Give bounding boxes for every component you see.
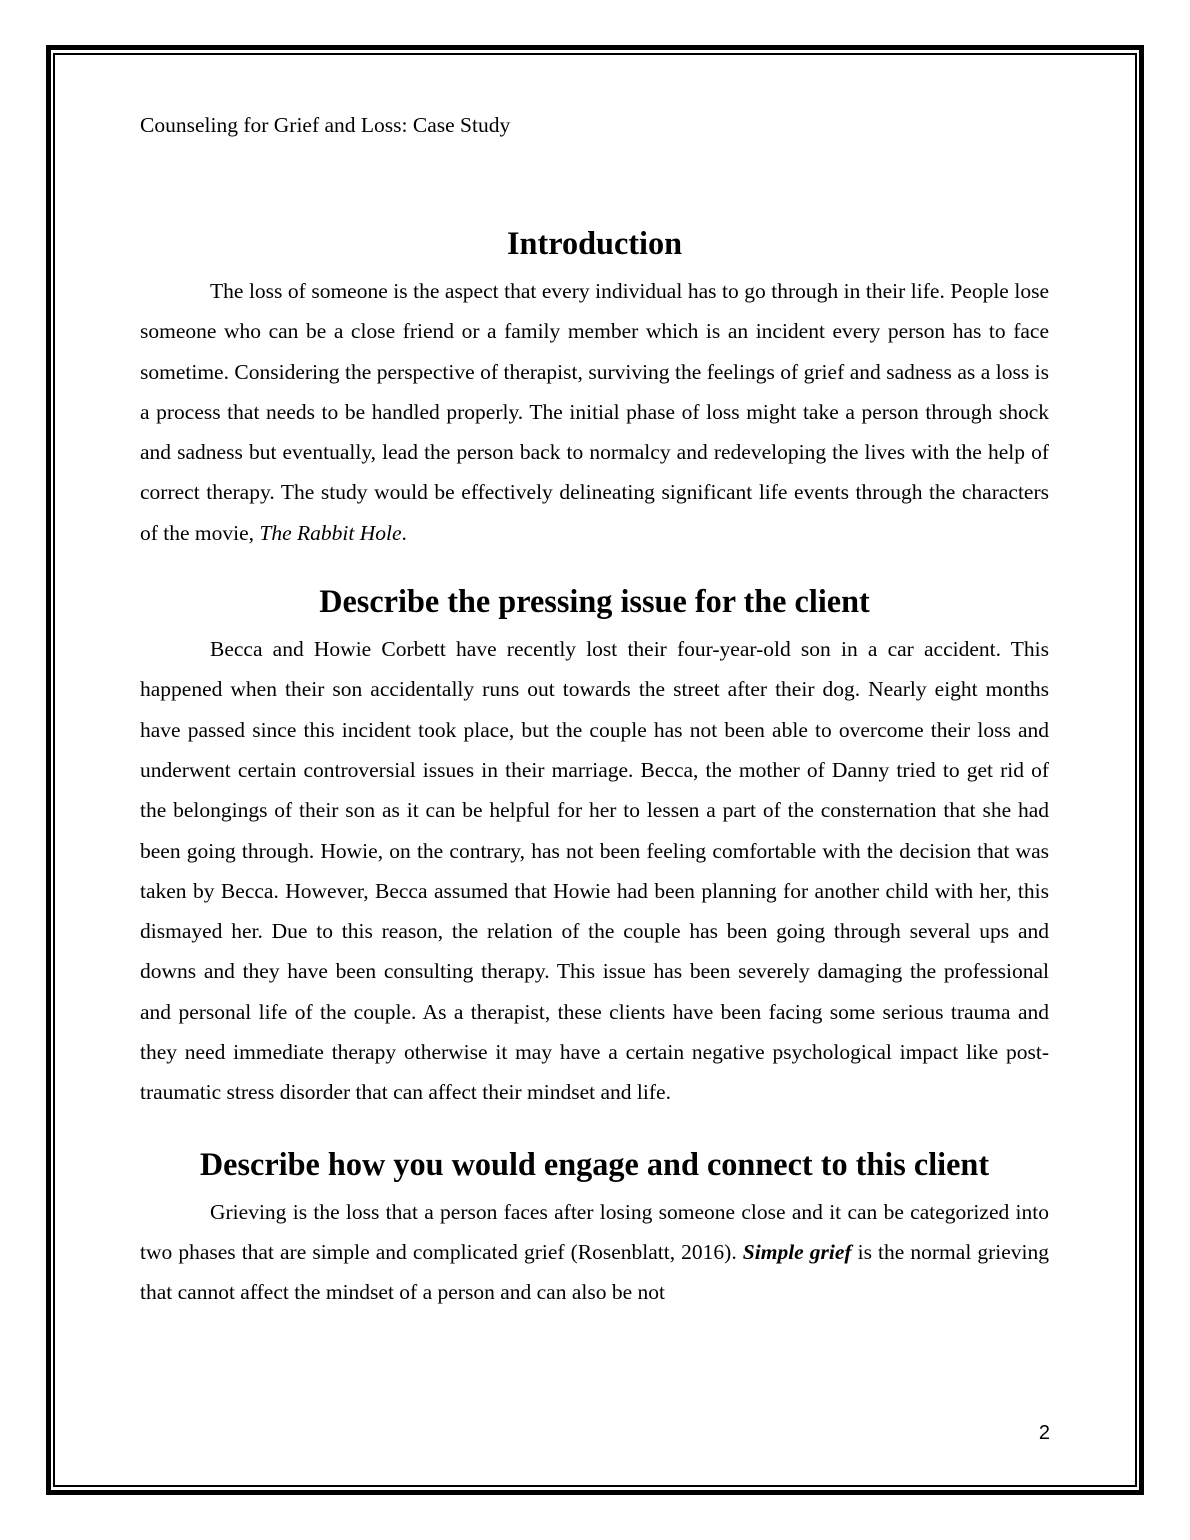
introduction-paragraph [140, 271, 1049, 553]
section-heading-engage-connect: Describe how you would engage and connect to this client [199, 1145, 990, 1182]
section-introduction [140, 227, 1049, 553]
engage-text-end: is the normal grieving that cannot affect the mindset of a person and can also be not [140, 1239, 1050, 1305]
section-engage-connect [140, 1145, 1050, 1313]
pressing-issue-paragraph: Becca and Howie Corbett have recently lost their four-year-old son in a car accident. This happened when their son accidentally runs out towards the street after their dog. Nearly eight months have passed since this incident took place, but the couple has not been able to overcome their loss and underwent certain controversial issues in their marriage. Becca, the mother of Danny tried to get rid of the belongings of their son as it can be helpful for her to lessen a part of the consternation that she had been going through. Howie, on the contrary, has not been feeling comfortable with the decision that was taken by Becca. However, Becca assumed that Howie had been planning for another child with her, this dismayed her. Due to this reason, the relation of the couple has been going through several ups and downs and they have been consulting therapy. This issue has been severely damaging the professional and personal life of the couple. As a therapist, these clients have been facing some serious trauma and they need immediate therapy otherwise it may have a certain negative psychological impact like post-traumatic stress disorder that can affect their mindset and life. [140, 637, 1049, 1105]
introduction-text-end: . [401, 520, 407, 545]
page-number: 2 [1038, 1422, 1050, 1444]
engage-connect-paragraph [140, 1192, 1049, 1313]
introduction-text: The loss of someone is the aspect that every individual has to go through in their life. People lose someone who can be a close friend or a family member which is an incident every person has to face sometime. Considering the perspective of therapist, surviving the feelings of grief and sadness as a loss is a process that needs to be handled properly. The initial phase of loss might take a person through shock and sadness but eventually, lead the person back to normalcy and redeveloping the lives with the help of correct therapy. The study would be effectively delineating significant life events through the characters of the movie, [140, 279, 1049, 545]
section-heading-introduction: Introduction [506, 225, 683, 261]
simple-grief-term: Simple grief [742, 1239, 852, 1264]
movie-title: The Rabbit Hole [259, 520, 402, 545]
section-heading-pressing-issue: Describe the pressing issue for the client [319, 583, 870, 620]
document-body [140, 227, 1049, 1313]
engage-text: Grieving is the loss that a person faces after losing someone close and it can be categorized into two phases that are simple and complicated grief (Rosenblatt, 2016). [140, 1199, 1049, 1264]
running-head: Counseling for Grief and Loss: Case Study [140, 113, 511, 137]
section-pressing-issue [140, 585, 1049, 1113]
